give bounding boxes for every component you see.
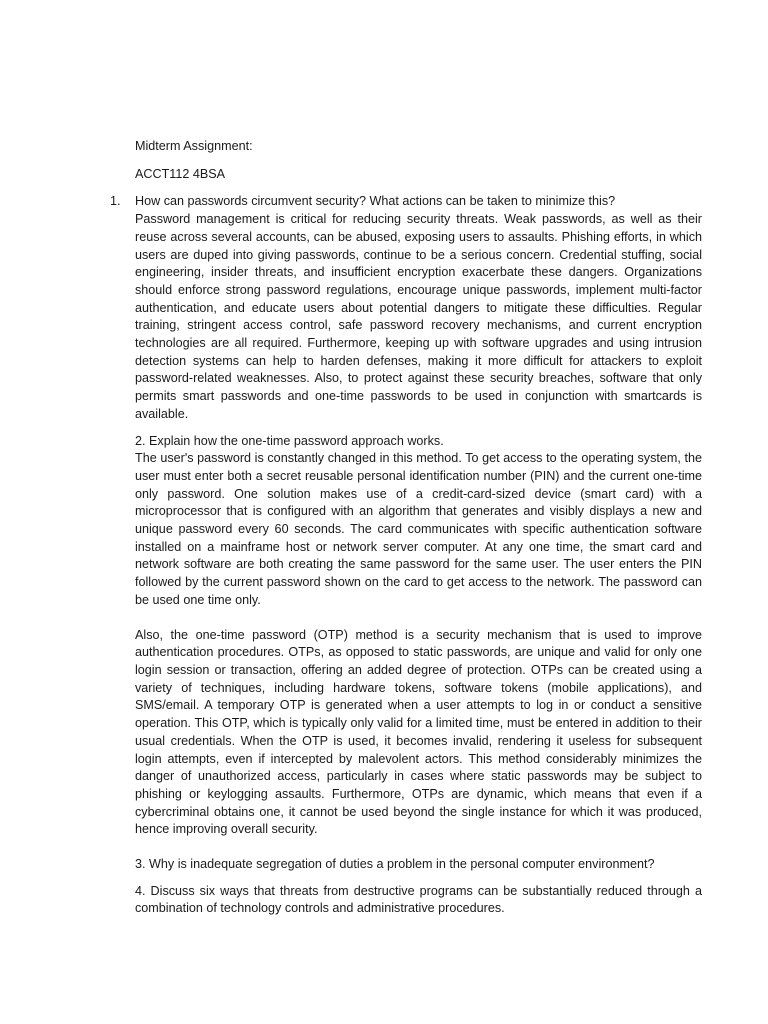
question-2-answer-paragraph-2: Also, the one-time password (OTP) method is a security mechanism that is used to improve authentication procedures. OTPs, as opposed to static passwords, are unique and valid for only one login session or transaction, offering an added degree of protection. OTPs can be created using a variety of techniques, including hardware tokens, software tokens (mobile applications), and SMS/email. A temporary OTP is generated when a user attempts to log in or conduct a sensitive operation. This OTP, which is typically only valid for a limited time, must be entered in addition to their usual credentials. When the OTP is used, it becomes invalid, rendering it useless for subsequent login attempts, even if intercepted by malevolent actors. This method considerably minimizes the danger of unauthorized access, particularly in cases where static passwords may be subject to phishing or keylogging assaults. Furthermore, OTPs are dynamic, which means that even if a cybercriminal obtains one, it cannot be used beyond the single instance for which it was produced, hence improving overall security.: [135, 627, 702, 837]
question-2-text: 2. Explain how the one-time password approach works.: [135, 433, 444, 448]
question-4-text: 4. Discuss six ways that threats from destructive programs can be substantially reduced through a combination of technology controls and administrative procedures.: [135, 883, 702, 916]
question-1-block: [110, 193, 702, 423]
question-1-answer: Password management is critical for reducing security threats. Weak passwords, as well as their reuse across several accounts, can be abused, exposing users to assaults. Phishing efforts, in which users are duped into giving passwords, continue to be a serious concern. Credential stuffing, social engineering, insider threats, and insufficient encryption exacerbate these dangers. Organizations should enforce strong password regulations, encourage unique passwords, implement multi-factor authentication, and educate users about potential dangers to mitigate these difficulties. Regular training, stringent access control, safe password recovery mechanisms, and current encryption technologies are all required. Furthermore, keeping up with software upgrades and using intrusion detection systems can help to harden defenses, making it more difficult for attackers to exploit password-related weaknesses. Also, to protect against these security breaches, software that only permits smart passwords and one-time passwords to be used in conjunction with smartcards is available.: [135, 212, 702, 421]
course-code: ACCT112 4BSA: [135, 166, 226, 181]
question-2-answer-paragraph-1: The user's password is constantly changed in this method. To get access to the operating system, the user must enter both a secret reusable personal identification number (PIN) and the current one-time only password. One solution makes use of a credit-card-sized device (smart card) with a microprocessor that is configured with an algorithm that generates and visibly displays a new and unique password every 60 seconds. The card communicates with specific authentication software installed on a mainframe host or network server computer. At any one time, the smart card and network software are both creating the same password for the same user. The user enters the PIN followed by the current password shown on the card to get access to the network. The password can be used one time only.: [135, 451, 702, 607]
document-body: [110, 138, 702, 918]
question-1-text: How can passwords circumvent security? What actions can be taken to minimize this?: [135, 194, 616, 209]
document-title: Midterm Assignment:: [135, 139, 253, 153]
question-3-text: 3. Why is inadequate segregation of duties a problem in the personal computer environment?: [135, 857, 655, 872]
question-1-number: 1.: [110, 194, 121, 209]
question-2-block: [135, 433, 702, 839]
